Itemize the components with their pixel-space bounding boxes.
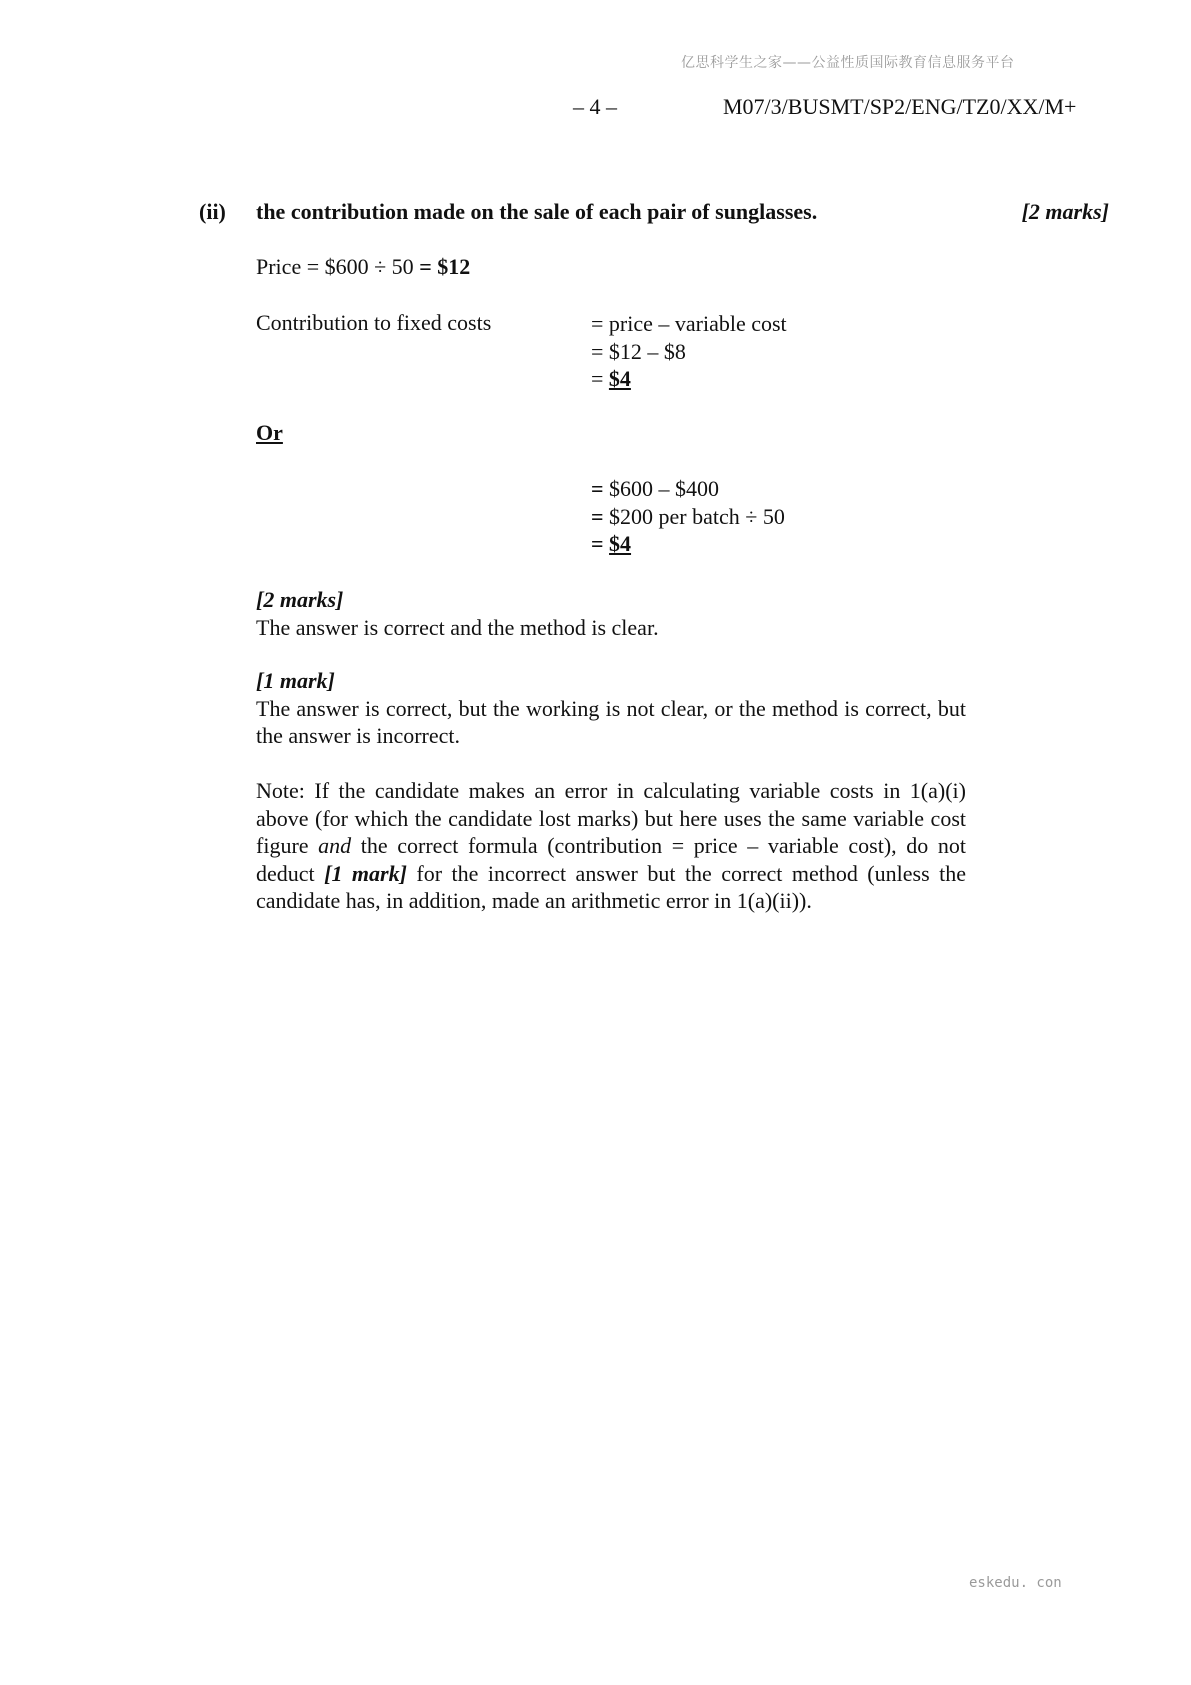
method-one-step-2: = $12 – $8 — [591, 338, 686, 364]
markband-description: The answer is correct and the method is clear. — [256, 614, 659, 640]
equals-sign: = — [591, 476, 604, 501]
price-expression: Price = $600 ÷ 50 — [256, 254, 420, 279]
note-text-1: Note: If the candidate makes an error in calculating variable costs in 1(a)(i) above (for which the candidate lost marks) but here uses the same variable cost figure — [256, 778, 966, 858]
contribution-label: Contribution to fixed costs — [256, 310, 492, 335]
examiner-note — [256, 777, 966, 915]
note-mark-reference: [1 mark] — [324, 860, 407, 886]
note-emphasis: and — [318, 833, 352, 858]
document-reference: M07/3/BUSMT/SP2/ENG/TZ0/XX/M+ — [723, 94, 1077, 119]
price-result: = $12 — [419, 254, 471, 279]
method-one-calculation — [591, 310, 787, 393]
method-two-answer: $4 — [609, 531, 632, 556]
question-marks: [2 marks] — [1021, 199, 1109, 224]
method-one-step-3 — [591, 365, 787, 393]
note-text-3: for the incorrect answer but the correct method (unless the candidate has, in addition, made an arithmetic error in 1(a)(ii)). — [256, 860, 966, 913]
method-two-calculation — [591, 475, 785, 558]
equals-sign: = — [591, 366, 609, 391]
markband-1-mark — [256, 667, 966, 750]
method-two-step-2 — [591, 503, 785, 531]
markband-description: The answer is correct, but the working is not clear, or the method is correct, but the answer is incorrect. — [256, 695, 966, 748]
method-one-step-1: = price – variable cost — [591, 311, 787, 336]
question-text: the contribution made on the sale of each pair of sunglasses. — [256, 199, 818, 224]
markband-2-marks — [256, 586, 966, 641]
method-two-step-2-expr: $200 per batch ÷ 50 — [603, 503, 785, 529]
price-calculation — [256, 254, 470, 280]
equals-sign: = — [591, 531, 610, 556]
markband-heading: [2 marks] — [256, 587, 344, 612]
method-one-answer: $4 — [608, 366, 631, 391]
alternative-method-label: Or — [256, 420, 283, 445]
equals-sign: = — [591, 503, 604, 529]
method-two-step-1 — [591, 475, 785, 503]
watermark-footer: eskedu. con — [969, 1575, 1062, 1591]
method-two-step-1-expr: $600 – $400 — [603, 476, 720, 501]
question-number: (ii) — [199, 199, 226, 224]
page-number: – 4 – — [573, 94, 617, 119]
method-two-step-3 — [591, 530, 785, 558]
markband-heading: [1 mark] — [256, 668, 335, 693]
note-text-2: the correct formula (contribution = price – variable cost), do not deduct — [256, 833, 966, 886]
watermark-banner: 亿思科学生之家——公益性质国际教育信息服务平台 — [681, 55, 1015, 71]
